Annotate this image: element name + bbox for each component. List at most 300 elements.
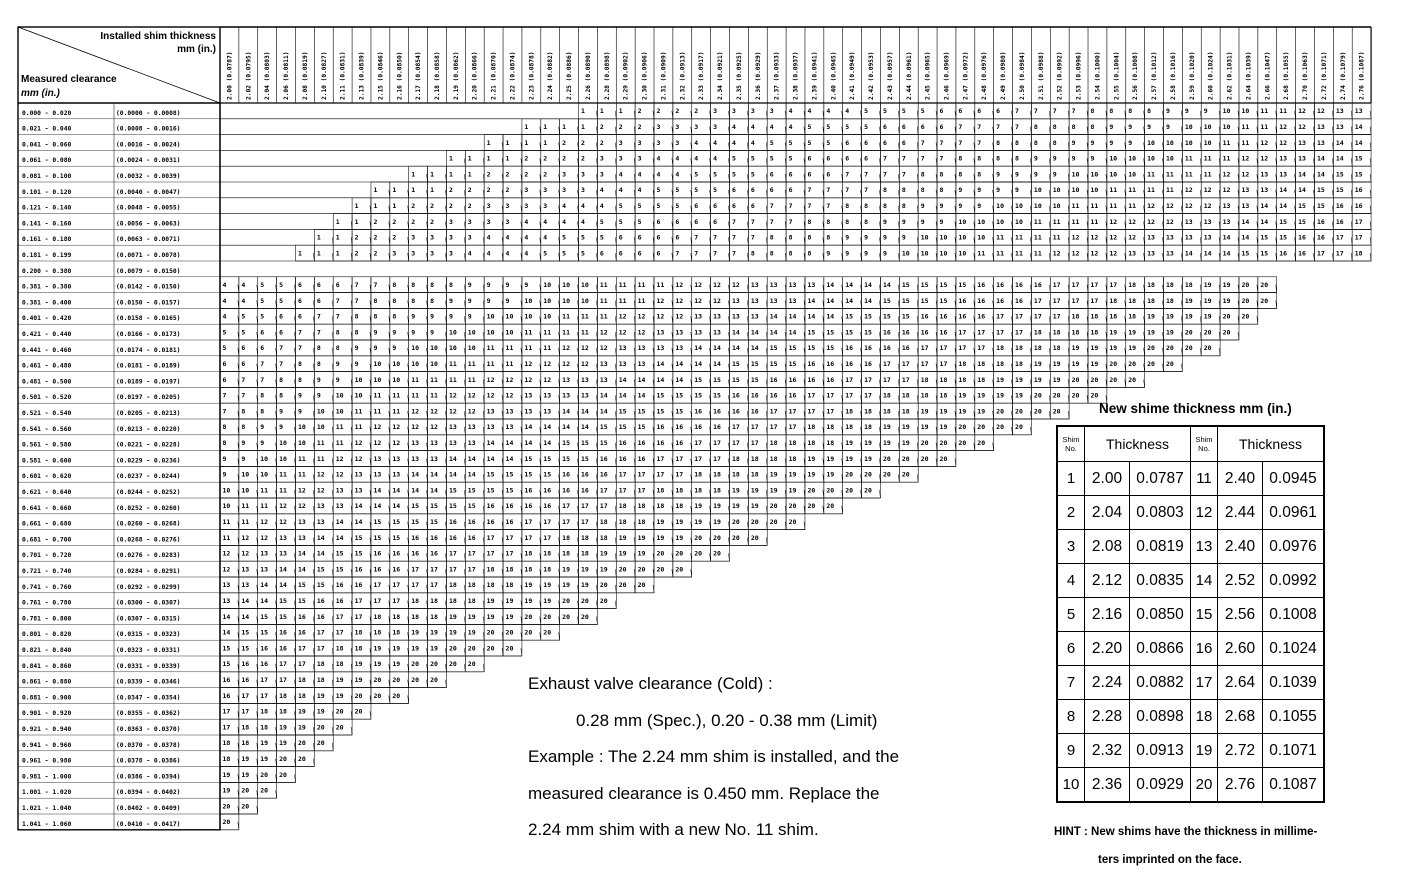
shim-cell-number: 20	[335, 723, 344, 732]
shim-cell-number: 19	[1033, 375, 1042, 384]
shim-cell-number: 12	[373, 439, 382, 447]
shim-cell-number: 9	[939, 202, 944, 210]
shim-cell-number: 9	[845, 233, 850, 242]
row-clearance-mm: 0.381 - 0.380	[22, 283, 72, 291]
shim-cell-number: 19	[788, 470, 797, 479]
shim-cell-number: 1	[430, 186, 434, 195]
shim-cell-number: 5	[750, 154, 755, 163]
shim-cell-number: 15	[637, 407, 646, 416]
shim-cell-number: 20	[694, 549, 703, 558]
shim-cell-number: 5	[562, 249, 567, 258]
shim-cell-number: 11	[373, 391, 382, 400]
row-clearance-in: (0.0048 - 0.0055)	[116, 204, 181, 212]
shim-cell-number: 5	[731, 170, 736, 179]
shim-cell-number: 20	[1203, 328, 1212, 337]
shim-cell-number: 14	[241, 597, 250, 605]
shim-cell-number: 16	[882, 344, 891, 353]
shim-cell-number: 13	[599, 375, 608, 384]
shim-cell-number: 11	[1033, 249, 1042, 258]
shim-cell-number: 7	[297, 328, 302, 337]
shim-cell-number: 12	[279, 518, 287, 526]
shim-cell-number: 17	[241, 707, 250, 716]
shim-cell-number: 19	[675, 533, 684, 542]
shim-cell-number: 7	[1015, 107, 1019, 116]
shim-cell-number: 12	[1166, 217, 1174, 226]
shim-cell-number: 17	[750, 439, 759, 447]
shim-cell-number: 19	[920, 407, 929, 416]
shim-cell-number: 12	[599, 328, 608, 337]
shim-cell-number: 9	[977, 202, 982, 210]
shim-cell-number: 20	[864, 486, 872, 495]
shim-cell-number: 11	[279, 470, 287, 479]
shim-cell-number: 18	[581, 533, 589, 542]
shim-cell-number: 7	[335, 312, 340, 321]
column-header: 2.17 (0.0854)	[415, 51, 423, 100]
shim-cell-number: 13	[1203, 217, 1212, 226]
shim-cell-number: 10	[543, 281, 552, 289]
shim-cell-number: 7	[826, 186, 831, 195]
shim-cell-number: 14	[826, 281, 835, 289]
shim-cell-number: 15	[316, 581, 325, 590]
shim-cell-number: 16	[1298, 233, 1306, 242]
shim-cell-number: 19	[977, 391, 986, 400]
shim-cell-number: 20	[543, 628, 552, 637]
shim-cell-number: 16	[977, 312, 986, 321]
shim-cell-number: 15	[222, 644, 231, 653]
shim-cell-number: 15	[448, 486, 457, 495]
shim-cell-number: 9	[1052, 170, 1057, 179]
shim-cell-number: 19	[430, 628, 438, 637]
row-clearance-mm: 0.841 - 0.860	[22, 662, 72, 670]
shim-cell-number: 10	[1184, 123, 1193, 131]
shim-cell-number: 18	[807, 423, 816, 432]
shim-cell-number: 17	[1335, 233, 1344, 242]
shim-cell-number: 5	[637, 217, 642, 226]
shim-cell-number: 12	[1260, 154, 1269, 163]
shim-cell-number: 1	[354, 202, 359, 210]
shim-cell-number: 13	[316, 518, 325, 526]
shim-cell-number: 4	[505, 233, 510, 242]
shim-cell-number: 19	[807, 470, 816, 479]
shim-cell-number: 1	[316, 249, 321, 258]
shim-cell-number: 13	[222, 581, 231, 590]
shim-cell-number: 7	[694, 249, 699, 258]
shim-cell-number: 6	[826, 154, 831, 163]
shim-cell-number: 2	[581, 154, 585, 163]
shim-cell-number: 8	[392, 296, 397, 305]
shim-cell-number: 7	[1033, 107, 1038, 116]
shim-cell-number: 14	[1203, 249, 1212, 258]
shim-cell-number: 5	[637, 202, 642, 210]
shim-cell-number: 13	[335, 502, 344, 511]
shim-cell-number: 16	[335, 581, 344, 590]
shim-cell-number: 8	[241, 423, 246, 432]
shim-cell-number: 15	[599, 439, 608, 447]
shim-cell-number: 18	[467, 581, 476, 590]
shim-cell-number: 2	[411, 217, 416, 226]
shim-cell-number: 15	[599, 423, 608, 432]
shim-cell-number: 6	[260, 328, 265, 337]
shim-cell-number: 18	[788, 454, 797, 463]
shim-cell-number: 13	[1166, 249, 1174, 258]
shim-cell-number: 18	[845, 407, 854, 416]
shim-cell-number: 6	[845, 154, 850, 163]
shim-cell-number: 18	[1071, 312, 1080, 321]
column-header: 2.20 (0.0866)	[471, 51, 479, 100]
shim-cell-number: 6	[241, 360, 246, 368]
shim-cell-number: 20	[279, 755, 287, 763]
shim-cell-number: 1	[316, 233, 321, 242]
shim-cell-number: 10	[486, 328, 495, 337]
shim-cell-number: 1	[335, 233, 340, 242]
shim-cell-number: 14	[392, 502, 401, 511]
shim-cell-number: 11	[1203, 154, 1212, 163]
shim-cell-number: 9	[279, 407, 284, 416]
shim-cell-number: 12	[1298, 107, 1306, 116]
shim-cell-number: 6	[618, 249, 623, 258]
shim-cell-number: 20	[750, 518, 759, 526]
shim-cell-number: 20	[1052, 407, 1061, 416]
shim-cell-mm2: 2.40	[1218, 530, 1263, 564]
shim-cell-number: 13	[486, 407, 495, 416]
shim-cell-number: 20	[222, 818, 231, 827]
shim-cell-number: 17	[939, 360, 948, 368]
shim-cell-number: 16	[316, 597, 325, 605]
shim-cell-number: 18	[618, 518, 627, 526]
shim-cell-number: 4	[562, 217, 567, 226]
shim-cell-number: 15	[1260, 233, 1269, 242]
shim-cell-number: 20	[562, 597, 570, 605]
shim-cell-number: 11	[1184, 170, 1193, 179]
shim-cell-number: 4	[543, 217, 548, 226]
shim-cell-number: 12	[505, 391, 514, 400]
shim-cell-number: 16	[1354, 186, 1363, 195]
shim-cell-number: 16	[260, 644, 269, 653]
shim-cell-number: 8	[1090, 107, 1095, 116]
shim-cell-number: 19	[901, 423, 910, 432]
shim-cell-number: 20	[939, 454, 948, 463]
shim-cell-number: 7	[901, 170, 906, 179]
shim-cell-number: 15	[430, 518, 438, 526]
shim-cell-number: 10	[1052, 186, 1061, 195]
shim-cell-number: 20	[996, 423, 1004, 432]
shim-cell-number: 1	[581, 107, 585, 116]
shim-cell-number: 11	[599, 281, 608, 289]
shim-cell-number: 20	[939, 439, 948, 447]
column-header: 2.08 (0.0819)	[301, 51, 309, 100]
shim-row	[1057, 462, 1324, 496]
shim-cell-number: 6	[901, 123, 906, 131]
shim-cell-number: 12	[543, 360, 552, 368]
shim-cell-number: 18	[1166, 281, 1174, 289]
shim-cell-number: 18	[599, 518, 608, 526]
shim-cell-number: 19	[260, 739, 269, 748]
shim-cell-number: 9	[826, 249, 831, 258]
shim-cell-number: 14	[467, 470, 476, 479]
shim-cell-number: 4	[486, 233, 491, 242]
shim-cell-number: 18	[1052, 328, 1061, 337]
shim-cell-number: 6	[807, 170, 812, 179]
shim-cell-number: 6	[241, 344, 246, 353]
shim-cell-number: 4	[562, 202, 567, 210]
shim-cell-number: 15	[769, 360, 778, 368]
shim-cell-number: 12	[316, 486, 325, 495]
shim-cell-number: 8	[241, 407, 246, 416]
shim-cell-number: 16	[448, 533, 457, 542]
shim-cell-number: 3	[656, 138, 661, 147]
shim-cell-number: 8	[920, 170, 925, 179]
shim-cell-number: 9	[486, 281, 491, 289]
shim-cell-number: 17	[373, 581, 382, 590]
shim-cell-number: 14	[505, 439, 514, 447]
shim-cell-number: 15	[807, 328, 816, 337]
shim-cell-number: 13	[1222, 202, 1231, 210]
shim-cell-number: 10	[505, 328, 514, 337]
shim-cell-number: 20	[599, 597, 608, 605]
shim-cell-number: 5	[618, 202, 623, 210]
shim-cell-number: 6	[335, 281, 340, 289]
shim-cell-number: 13	[581, 391, 589, 400]
shim-cell-number: 3	[392, 249, 397, 258]
shim-cell-number: 1	[430, 170, 434, 179]
shim-cell-number: 5	[769, 138, 774, 147]
shim-cell-number: 8	[430, 296, 434, 305]
shim-cell-number: 13	[1147, 249, 1155, 258]
shim-cell-number: 17	[1109, 281, 1118, 289]
shim-cell-number: 4	[713, 138, 718, 147]
shim-cell-no2: 20	[1191, 768, 1218, 803]
shim-cell-mm: 2.16	[1085, 598, 1130, 632]
row-clearance-mm: 0.021 - 0.040	[22, 125, 72, 133]
shim-cell-number: 12	[713, 296, 721, 305]
shim-cell-number: 20	[1260, 296, 1269, 305]
shim-cell-number: 6	[845, 138, 850, 147]
shim-cell-number: 8	[845, 202, 850, 210]
shim-cell-number: 13	[354, 470, 363, 479]
shim-cell-number: 16	[864, 344, 872, 353]
shim-cell-number: 6	[826, 170, 831, 179]
shim-cell-number: 3	[467, 217, 472, 226]
shim-cell-number: 16	[392, 565, 401, 574]
shim-cell-number: 19	[694, 502, 703, 511]
shim-cell-number: 5	[543, 249, 548, 258]
shim-cell-number: 8	[335, 328, 340, 337]
column-header: 2.55 (0.1004)	[1113, 51, 1121, 100]
shim-cell-no: 2	[1057, 496, 1085, 530]
shim-cell-number: 10	[562, 296, 570, 305]
shim-cell-number: 8	[958, 154, 963, 163]
row-clearance-mm: 0.401 - 0.420	[22, 315, 72, 323]
column-header: 2.24 (0.0882)	[547, 51, 555, 100]
example-line-4: measured clearance is 0.450 mm. Replace the	[528, 783, 880, 803]
row-clearance-mm: 0.861 - 0.880	[22, 678, 72, 686]
shim-cell-number: 14	[1279, 202, 1288, 210]
shim-cell-number: 11	[1260, 107, 1269, 116]
shim-cell-number: 18	[826, 423, 835, 432]
shim-cell-no: 3	[1057, 530, 1085, 564]
shim-cell-number: 17	[618, 470, 627, 479]
example-line-5: 2.24 mm shim with a new No. 11 shim.	[528, 820, 819, 839]
row-clearance-mm: 1.001 - 1.020	[22, 789, 72, 797]
shim-cell-number: 7	[279, 360, 284, 368]
shim-cell-number: 17	[1033, 312, 1042, 321]
shim-cell-number: 9	[939, 217, 944, 226]
shim-cell-number: 19	[1071, 360, 1080, 368]
shim-cell-number: 11	[411, 375, 420, 384]
row-clearance-in: (0.0347 - 0.0354)	[116, 694, 181, 702]
shim-cell-number: 10	[1203, 123, 1212, 131]
shim-cell-number: 13	[656, 328, 665, 337]
shim-cell-number: 16	[1279, 249, 1288, 258]
shim-cell-number: 11	[505, 360, 514, 368]
shim-cell-number: 12	[241, 549, 250, 558]
shim-cell-number: 10	[524, 296, 533, 305]
shim-cell-number: 12	[581, 344, 589, 353]
shim-cell-number: 3	[524, 186, 529, 195]
shim-cell-number: 4	[845, 107, 850, 116]
row-clearance-mm: 0.661 - 0.680	[22, 520, 72, 528]
shim-table-header	[1057, 426, 1324, 462]
shim-cell-number: 12	[637, 312, 646, 321]
shim-cell-number: 7	[241, 391, 246, 400]
shim-cell-number: 18	[1128, 312, 1137, 321]
shim-cell-number: 12	[1071, 233, 1080, 242]
shim-cell-number: 13	[392, 470, 401, 479]
shim-cell-number: 16	[788, 375, 797, 384]
column-header: 2.76 (0.1087)	[1358, 51, 1366, 100]
row-clearance-mm: 0.621 - 0.640	[22, 489, 72, 496]
shim-cell-mm2: 2.52	[1218, 564, 1263, 598]
shim-cell-number: 7	[1071, 107, 1076, 116]
column-header: 2.02 (0.0795)	[245, 51, 253, 100]
shim-cell-number: 5	[260, 281, 265, 289]
shim-cell-number: 9	[1090, 154, 1095, 163]
shim-cell-number: 16	[411, 549, 420, 558]
shim-cell-number: 15	[656, 391, 665, 400]
shim-cell-number: 16	[769, 375, 778, 384]
shim-cell-number: 17	[1090, 296, 1099, 305]
shim-cell-number: 10	[543, 296, 552, 305]
shim-cell-number: 18	[750, 454, 759, 463]
shim-cell-number: 7	[769, 217, 774, 226]
shim-cell-number: 10	[1128, 154, 1137, 163]
shim-cell-number: 11	[599, 296, 608, 305]
shim-cell-number: 12	[486, 391, 495, 400]
shim-cell-number: 20	[901, 454, 910, 463]
shim-cell-number: 10	[1128, 170, 1137, 179]
shim-cell-number: 19	[316, 707, 325, 716]
shim-cell-number: 16	[241, 660, 250, 669]
shim-cell-number: 2	[392, 233, 397, 242]
row-clearance-in: (0.0402 - 0.0409)	[116, 805, 181, 812]
shim-cell-number: 20	[675, 549, 684, 558]
shim-cell-number: 12	[694, 281, 703, 289]
shim-cell-number: 20	[958, 423, 967, 432]
shim-cell-number: 19	[637, 533, 646, 542]
shim-cell-number: 14	[845, 296, 854, 305]
shim-cell-number: 13	[769, 296, 778, 305]
shim-cell-number: 10	[920, 233, 929, 242]
shim-row	[1057, 666, 1324, 700]
shim-cell-number: 18	[354, 628, 363, 637]
shim-cell-number: 9	[392, 328, 397, 337]
shim-cell-number: 11	[260, 502, 269, 511]
shim-cell-number: 16	[675, 439, 684, 447]
shim-cell-number: 11	[637, 296, 646, 305]
shim-cell-number: 4	[637, 186, 642, 195]
shim-cell-number: 2	[486, 186, 491, 195]
row-clearance-mm: 0.901 - 0.920	[22, 710, 72, 718]
shim-cell-number: 8	[411, 281, 416, 289]
shim-cell-number: 15	[392, 533, 401, 542]
shim-cell-number: 18	[448, 597, 457, 605]
shim-cell-number: 16	[637, 454, 646, 463]
shim-cell-number: 11	[486, 360, 495, 368]
shim-cell-number: 12	[599, 344, 608, 353]
row-clearance-in: (0.0323 - 0.0331)	[116, 647, 181, 654]
shim-cell-number: 14	[807, 312, 816, 321]
shim-cell-number: 17	[505, 549, 514, 558]
shim-cell-number: 9	[241, 439, 246, 447]
shim-cell-number: 7	[977, 123, 982, 131]
shim-cell-number: 2	[411, 202, 416, 210]
shim-cell-number: 19	[1052, 375, 1061, 384]
shim-cell-number: 10	[335, 391, 344, 400]
shim-cell-number: 11	[1222, 154, 1231, 163]
shim-cell-number: 15	[618, 423, 627, 432]
shim-cell-number: 6	[297, 312, 302, 321]
shim-cell-number: 5	[788, 138, 793, 147]
shim-cell-number: 4	[505, 249, 510, 258]
column-header: 2.49 (0.0980)	[1000, 51, 1008, 100]
shim-cell-number: 12	[637, 328, 646, 337]
shim-cell-number: 12	[1184, 202, 1193, 210]
shim-cell-number: 4	[222, 296, 227, 305]
row-clearance-mm: 0.481 - 0.500	[22, 378, 72, 386]
shim-cell-number: 14	[807, 296, 816, 305]
shim-cell-number: 16	[260, 660, 269, 669]
shim-cell-number: 2	[486, 170, 491, 179]
shim-cell-number: 15	[430, 502, 438, 511]
shim-cell-number: 8	[1015, 138, 1019, 147]
shim-cell-number: 16	[807, 360, 816, 368]
row-clearance-in: (0.0197 - 0.0205)	[116, 394, 181, 402]
shim-cell-number: 17	[1335, 249, 1344, 258]
shim-cell-number: 19	[316, 691, 325, 700]
shim-cell-number: 14	[1335, 154, 1344, 163]
shim-cell-number: 2	[505, 170, 510, 179]
shim-cell-number: 7	[977, 138, 982, 147]
shim-cell-number: 8	[316, 360, 321, 368]
shim-cell-number: 16	[241, 676, 250, 684]
shim-cell-number: 17	[996, 312, 1004, 321]
shim-cell-number: 20	[1222, 328, 1231, 337]
shim-cell-in: 0.0803	[1130, 496, 1191, 530]
shim-cell-number: 10	[1147, 138, 1155, 147]
shim-cell-number: 13	[1335, 107, 1344, 116]
column-header: 2.42 (0.0953)	[868, 51, 876, 100]
shim-cell-number: 11	[1015, 249, 1023, 258]
shim-cell-number: 16	[373, 565, 382, 574]
shim-cell-number: 15	[845, 312, 854, 321]
shim-cell-number: 1	[448, 170, 453, 179]
shim-cell-number: 16	[996, 296, 1004, 305]
shim-cell-no2: 19	[1191, 734, 1218, 768]
shim-cell-no2: 13	[1191, 530, 1218, 564]
shim-cell-number: 19	[448, 612, 457, 621]
shim-cell-number: 14	[675, 375, 684, 384]
shim-cell-number: 20	[1033, 407, 1042, 416]
